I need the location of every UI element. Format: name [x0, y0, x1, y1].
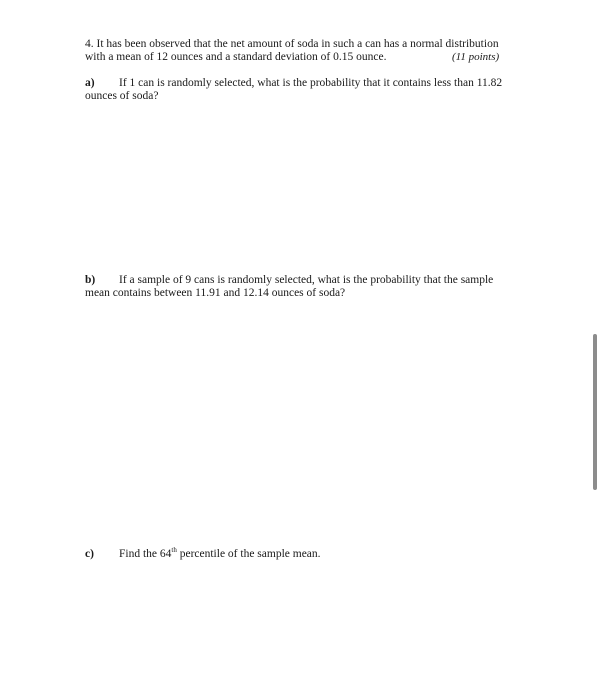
question-c-text-after: percentile of the sample mean.: [176, 548, 321, 560]
question-b-label: b): [85, 274, 96, 286]
question-a-line-1: If 1 can is randomly selected, what is the probability that it contains less than 11.82: [119, 77, 503, 89]
question-b-line-1: If a sample of 9 cans is randomly selected, what is the probability that the sample: [119, 274, 494, 286]
vertical-scrollbar[interactable]: [593, 334, 597, 490]
question-a-line-2: ounces of soda?: [85, 90, 159, 102]
question-c-ordinal-suffix: th: [171, 546, 177, 555]
question-c-text: [119, 548, 321, 561]
question-b-line-2: mean contains between 11.91 and 12.14 ounces of soda?: [85, 287, 346, 299]
problem-intro-line-2: with a mean of 12 ounces and a standard deviation of 0.15 ounce.: [85, 51, 387, 63]
question-c-label: c): [85, 548, 94, 560]
question-c-text-before: Find the 64: [119, 548, 172, 560]
problem-intro-line-1: 4. It has been observed that the net amount of soda in such a can has a normal distribution: [85, 38, 499, 50]
question-a-label: a): [85, 77, 95, 89]
points-label: (11 points): [452, 51, 500, 63]
